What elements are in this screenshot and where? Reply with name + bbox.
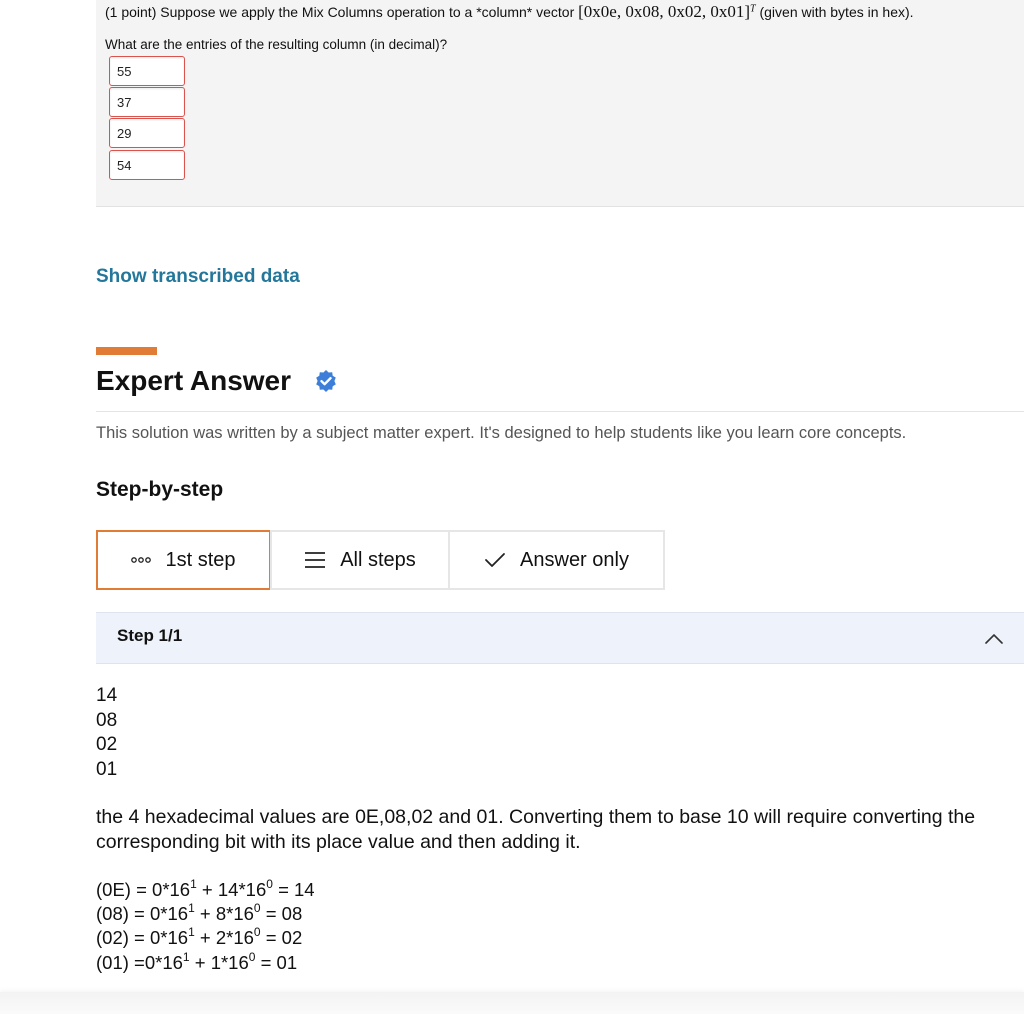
- conversion-2-part-a: (08) = 0*16: [96, 903, 189, 924]
- show-transcribed-data-link[interactable]: Show transcribed data: [96, 266, 300, 287]
- exponent-zero: 0: [253, 925, 261, 939]
- tab-all-steps-label: All steps: [340, 548, 416, 571]
- conversion-line-2: [96, 903, 302, 925]
- exponent-zero: 0: [248, 950, 256, 964]
- tab-answer-only[interactable]: [448, 530, 665, 590]
- conversion-3-part-b: + 2*16: [194, 927, 254, 948]
- page-bottom-edge: [0, 992, 1024, 1014]
- hex-value-2: 08: [96, 710, 118, 731]
- vector-math: [0x0e, 0x08, 0x02, 0x01]: [578, 2, 751, 21]
- exponent-one: 1: [188, 925, 195, 939]
- question-prompt-text: (1 point) Suppose we apply the Mix Columns operation to a *column* vector: [105, 4, 579, 20]
- exponent-one: 1: [188, 901, 195, 915]
- exponent-one: 1: [182, 950, 190, 964]
- list-icon: [304, 550, 326, 570]
- hex-value-1: 14: [96, 685, 118, 706]
- vector-transpose: T: [750, 3, 756, 15]
- verified-badge-icon: [314, 369, 338, 393]
- conversion-1-result: = 14: [272, 879, 315, 900]
- answer-input-2[interactable]: [109, 87, 185, 117]
- exponent-one: 1: [190, 877, 197, 891]
- conversion-4-result: = 01: [255, 952, 298, 973]
- conversion-2-part-b: + 8*16: [194, 903, 254, 924]
- conversion-line-4: [96, 952, 297, 974]
- answer-input-3[interactable]: [109, 118, 185, 148]
- conversion-3-part-a: (02) = 0*16: [96, 927, 189, 948]
- conversion-line-1: [96, 879, 315, 901]
- conversion-4-part-a: (01) =0*16: [96, 952, 183, 973]
- chevron-up-icon[interactable]: [984, 630, 1004, 646]
- conversion-1-part-a: (0E) = 0*16: [96, 879, 191, 900]
- expert-answer-title: Expert Answer: [96, 365, 292, 396]
- conversion-1-part-b: + 14*16: [196, 879, 267, 900]
- question-prompt: [105, 2, 914, 22]
- dots-icon: [131, 557, 151, 563]
- hex-value-3: 02: [96, 734, 118, 755]
- question-subprompt: What are the entries of the resulting column (in decimal)?: [105, 37, 448, 52]
- exponent-zero: 0: [253, 901, 261, 915]
- step-label: Step 1/1: [117, 626, 183, 645]
- conversion-3-result: = 02: [260, 927, 303, 948]
- header-divider: [96, 411, 1024, 412]
- check-icon: [484, 552, 506, 568]
- accent-bar: [96, 347, 157, 355]
- conversion-4-part-b: + 1*16: [189, 952, 249, 973]
- question-card: [96, 0, 1024, 207]
- step-by-step-heading: Step-by-step: [96, 478, 224, 501]
- tab-first-step-label: 1st step: [165, 548, 236, 571]
- tab-first-step[interactable]: [96, 530, 271, 590]
- hex-value-4: 01: [96, 759, 118, 780]
- tab-all-steps[interactable]: [270, 530, 450, 590]
- tab-answer-only-label: Answer only: [520, 548, 629, 571]
- step-header[interactable]: [96, 612, 1024, 664]
- conversion-line-3: [96, 927, 302, 949]
- exponent-zero: 0: [266, 877, 273, 891]
- expert-disclaimer: This solution was written by a subject matter expert. It's designed to help students like you learn core concepts.: [96, 424, 907, 442]
- conversion-2-result: = 08: [260, 903, 303, 924]
- explanation-paragraph: the 4 hexadecimal values are 0E,08,02 and 01. Converting them to base 10 will require converting the corresponding bit with its place value and then adding it.: [96, 806, 976, 853]
- answer-input-1[interactable]: [109, 56, 185, 86]
- question-prompt-suffix: (given with bytes in hex).: [755, 4, 914, 20]
- answer-input-4[interactable]: [109, 150, 185, 180]
